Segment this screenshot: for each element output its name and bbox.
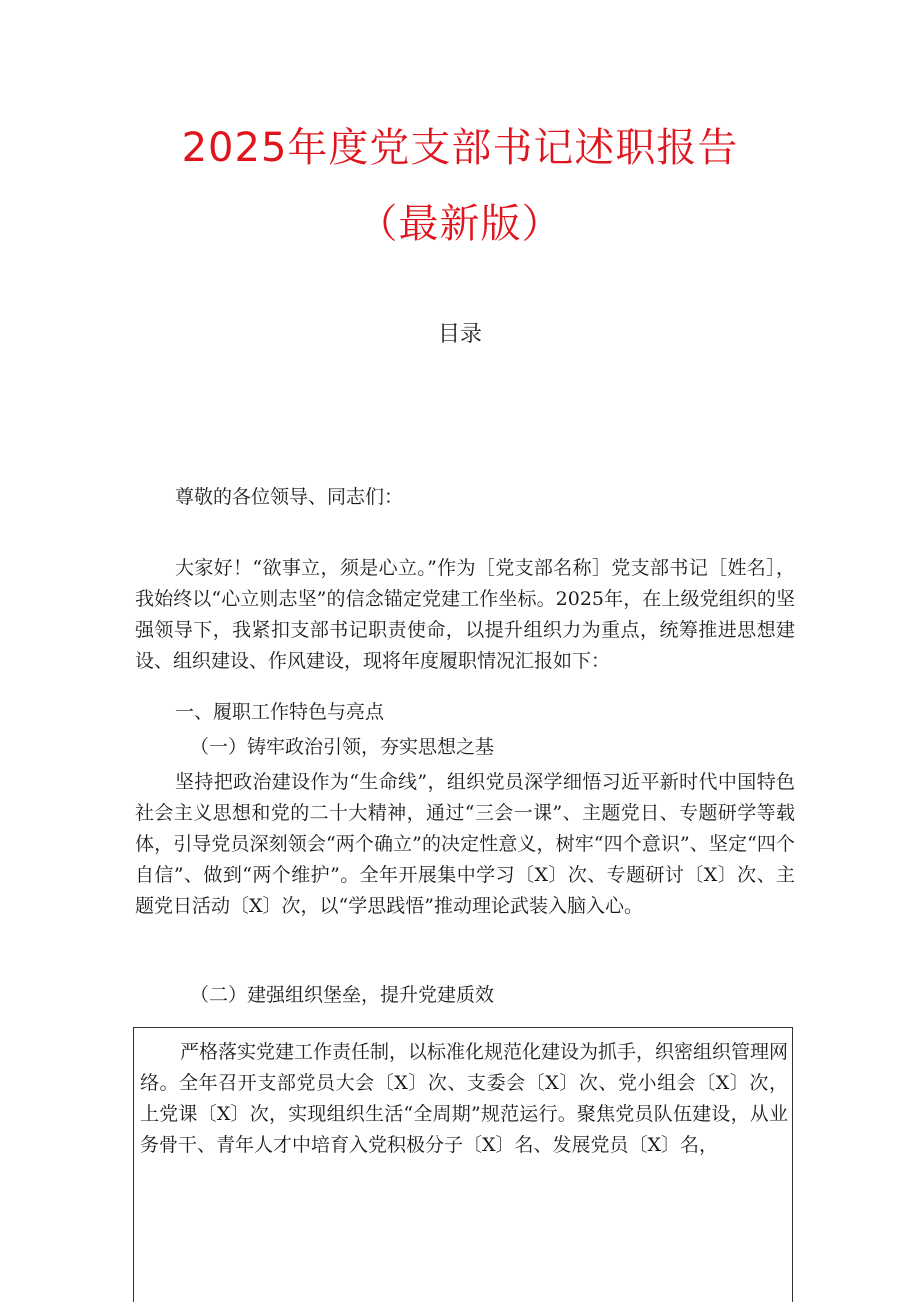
section-heading-1: 一、履职工作特色与亮点	[175, 701, 385, 723]
subsection-heading-1: （一）铸牢政治引领，夯实思想之基	[190, 736, 495, 758]
subsection-heading-2: （二）建强组织堡垒，提升党建质效	[190, 984, 495, 1006]
subsection-paragraph-1: 坚持把政治建设作为“生命线”，组织党员深学细悟习近平新时代中国特色社会主义思想和党的二十大精神，通过“三会一课”、主题党日、专题研学等载体，引导党员深刻领会“两个确立”的决定性意义，树牢“四个意识”、坚定“四个自信”、做到“两个维护”。全年开展集中学习〔X〕次、专题研讨〔X〕次、主题党日活动〔X〕次，以“学思践悟”推动理论武装入脑入心。	[135, 771, 795, 917]
document-title: 2025年度党支部书记述职报告	[181, 125, 739, 171]
subsection-paragraph-2: 严格落实党建工作责任制，以标准化规范化建设为抓手，织密组织管理网络。全年召开支部党员大会〔X〕次、支委会〔X〕次、党小组会〔X〕次，上党课〔X〕次，实现组织生活“全周期”规范运行。聚焦党员队伍建设，从业务骨干、青年人才中培育入党积极分子〔X〕名、发展党员〔X〕名，	[140, 1041, 789, 1156]
document-subtitle: （最新版）	[357, 201, 563, 247]
intro-paragraph: 大家好！“欲事立，须是心立。”作为［党支部名称］党支部书记［姓名］，我始终以“心立则志坚”的信念锚定党建工作坐标。2025年，在上级党组织的坚强领导下，我紧扣支部书记职责使命，以提升组织力为重点，统筹推进思想建设、组织建设、作风建设，现将年度履职情况汇报如下：	[135, 557, 795, 672]
toc-heading: 目录	[437, 322, 482, 347]
greeting: 尊敬的各位领导、同志们：	[175, 486, 404, 508]
